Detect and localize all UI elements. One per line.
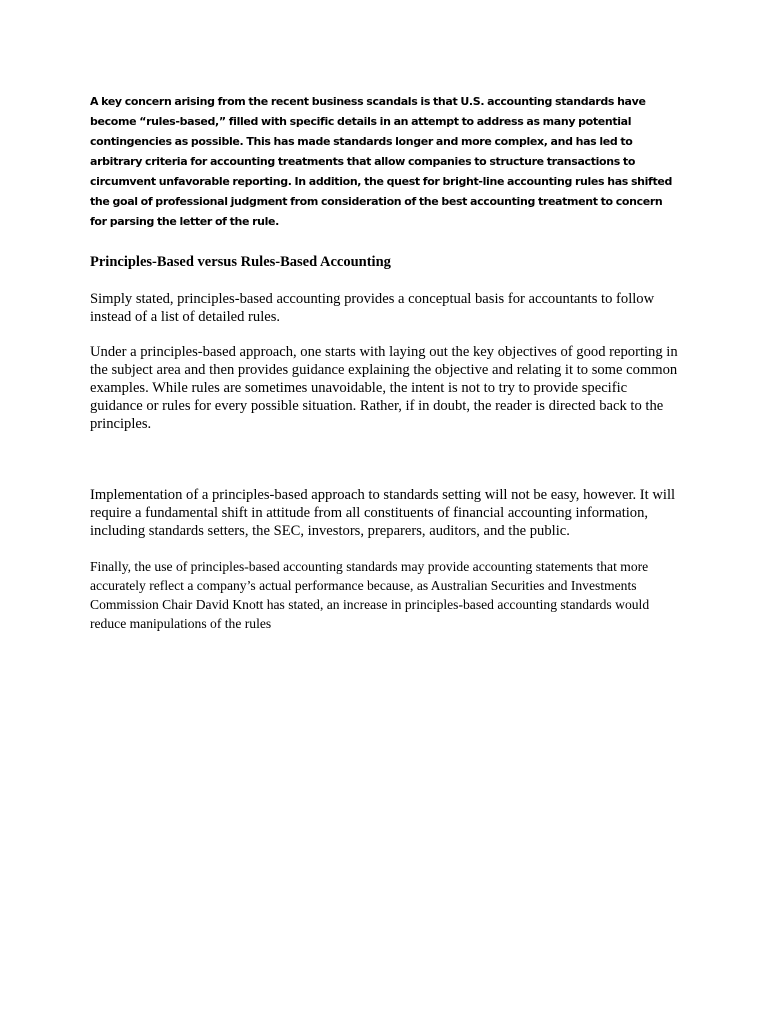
body-paragraph-3: Implementation of a principles-based approach to standards setting will not be easy, however. It will require a fundamental shift in attitude from all constituents of financial accounting information, including standards setters, the SEC, investors, preparers, auditors, and the public. xyxy=(90,487,676,539)
body-paragraph-2: Under a principles-based approach, one starts with laying out the key objectives of good reporting in the subject area and then provides guidance explaining the objective and relating it to some common examples. While rules are sometimes unavoidable, the intent is not to try to provide specific guidance or rules for every possible situation. Rather, if in doubt, the reader is directed back to the principles. xyxy=(90,344,678,432)
document-body xyxy=(90,92,682,633)
intro-paragraph: A key concern arising from the recent business scandals is that U.S. accounting standards have become “rules-based,” filled with specific details in an attempt to address as many potential contingencies as possible. This has made standards longer and more complex, and has led to arbitrary criteria for accounting treatments that allow companies to structure transactions to circumvent unfavorable reporting. In addition, the quest for bright-line accounting rules has shifted the goal of professional judgment from consideration of the best accounting treatment to concern for parsing the letter of the rule. xyxy=(90,95,673,228)
section-heading: Principles-Based versus Rules-Based Accounting xyxy=(90,254,391,270)
body-paragraph-4: Finally, the use of principles-based accounting standards may provide accounting statements that more accurately reflect a company’s actual performance because, as Australian Securities and Investments Commission Chair David Knott has stated, an increase in principles-based accounting standards would reduce manipulations of the rules xyxy=(90,559,650,631)
body-paragraph-1: Simply stated, principles-based accounting provides a conceptual basis for accountants to follow instead of a list of detailed rules. xyxy=(90,291,655,325)
